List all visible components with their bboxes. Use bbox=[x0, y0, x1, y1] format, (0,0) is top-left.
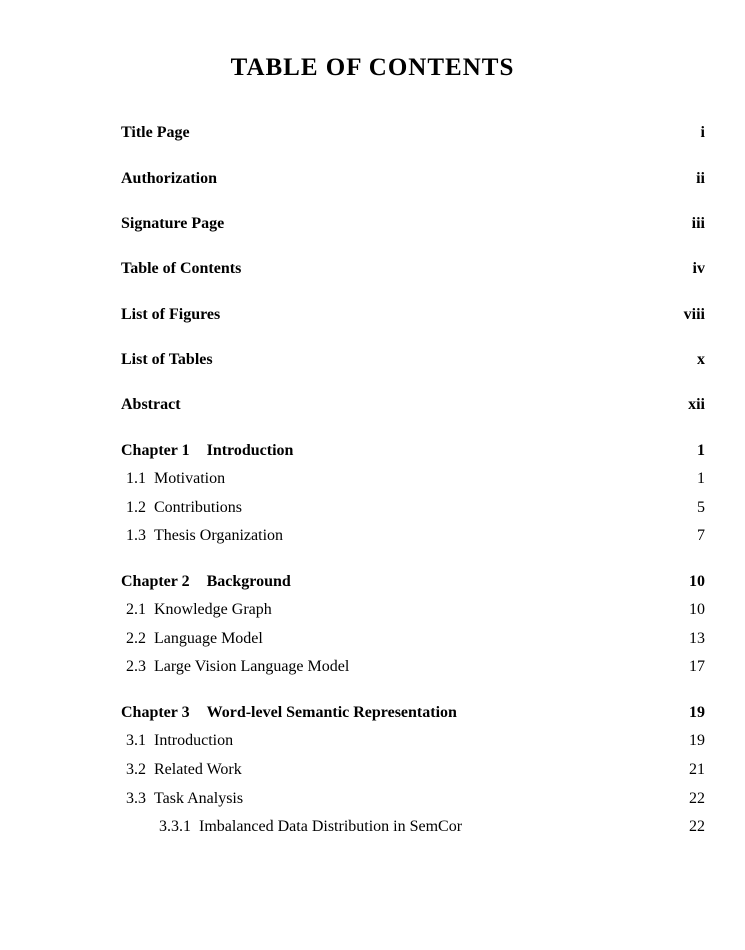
section-title: Related Work bbox=[154, 761, 242, 778]
toc-entry-page: 1 bbox=[697, 442, 705, 459]
toc-entry-table-of-contents[interactable] bbox=[121, 258, 705, 280]
section-title: Task Analysis bbox=[154, 790, 244, 807]
toc-entry-page: 13 bbox=[689, 630, 705, 647]
toc-entry-page: 22 bbox=[689, 790, 705, 807]
toc-chapter-3[interactable] bbox=[121, 702, 705, 724]
section-number: 1.3 bbox=[126, 527, 146, 544]
toc-entry-list-of-figures[interactable] bbox=[121, 304, 705, 326]
toc-entry-page: 19 bbox=[689, 704, 705, 721]
section-title: Large Vision Language Model bbox=[154, 658, 350, 675]
toc-entry-label: Signature Page bbox=[121, 215, 225, 232]
section-number: 3.3 bbox=[126, 790, 146, 807]
toc-entry-page: xii bbox=[688, 396, 705, 413]
toc-section-1-2[interactable] bbox=[121, 497, 705, 519]
toc-entry-page: i bbox=[700, 124, 705, 141]
toc-entry-authorization[interactable] bbox=[121, 168, 705, 190]
toc-entry-page: iv bbox=[692, 260, 705, 277]
section-title: Knowledge Graph bbox=[154, 601, 272, 618]
toc-section-2-2[interactable] bbox=[121, 628, 705, 650]
section-number: 3.1 bbox=[126, 732, 146, 749]
toc-entry-title-page[interactable] bbox=[121, 122, 705, 144]
toc-chapter-1[interactable] bbox=[121, 440, 705, 462]
toc-entry-page: iii bbox=[691, 215, 705, 232]
toc-entry-page: 5 bbox=[697, 499, 705, 516]
toc-entry-list-of-tables[interactable] bbox=[121, 349, 705, 371]
toc-subsection-3-3-1[interactable] bbox=[121, 816, 705, 838]
toc-entry-label: Title Page bbox=[121, 124, 190, 141]
section-title: Language Model bbox=[154, 630, 263, 647]
toc-section-2-1[interactable] bbox=[121, 599, 705, 621]
toc-entry-label: List of Figures bbox=[121, 306, 221, 323]
chapter-title: Introduction bbox=[206, 442, 294, 459]
toc-section-3-2[interactable] bbox=[121, 759, 705, 781]
toc-section-3-3[interactable] bbox=[121, 788, 705, 810]
subsection-number: 3.3.1 bbox=[159, 818, 191, 835]
toc-chapter-2[interactable] bbox=[121, 571, 705, 593]
toc-section-2-3[interactable] bbox=[121, 656, 705, 678]
subsection-title: Imbalanced Data Distribution in SemCor bbox=[199, 818, 463, 835]
toc-entry-page: viii bbox=[683, 306, 705, 323]
toc-entry-label: Abstract bbox=[121, 396, 181, 413]
toc-entry-page: x bbox=[697, 351, 705, 368]
section-number: 2.1 bbox=[126, 601, 146, 618]
toc-entry-page: 10 bbox=[689, 601, 705, 618]
chapter-title: Word-level Semantic Representation bbox=[206, 704, 457, 721]
section-number: 2.3 bbox=[126, 658, 146, 675]
toc-entry-abstract[interactable] bbox=[121, 394, 705, 416]
toc-entry-page: 17 bbox=[689, 658, 705, 675]
section-title: Contributions bbox=[154, 499, 243, 516]
toc-entry-page: 10 bbox=[689, 573, 705, 590]
toc-entry-label: List of Tables bbox=[121, 351, 213, 368]
toc-entry-page: 7 bbox=[697, 527, 705, 544]
toc-entry-label: Table of Contents bbox=[121, 260, 242, 277]
section-number: 1.2 bbox=[126, 499, 146, 516]
toc-entry-label: Authorization bbox=[121, 170, 217, 187]
section-number: 3.2 bbox=[126, 761, 146, 778]
section-title: Introduction bbox=[154, 732, 234, 749]
toc-entry-page: ii bbox=[696, 170, 705, 187]
chapter-number: Chapter 1 bbox=[121, 442, 190, 459]
chapter-number: Chapter 2 bbox=[121, 573, 190, 590]
toc-entry-page: 19 bbox=[689, 732, 705, 749]
page-title: TABLE OF CONTENTS bbox=[230, 54, 515, 81]
section-number: 1.1 bbox=[126, 470, 146, 487]
toc-section-1-3[interactable] bbox=[121, 525, 705, 547]
toc-entry-signature-page[interactable] bbox=[121, 213, 705, 235]
chapter-number: Chapter 3 bbox=[121, 704, 190, 721]
toc-entry-page: 21 bbox=[689, 761, 705, 778]
toc-section-1-1[interactable] bbox=[121, 468, 705, 490]
toc-entry-page: 1 bbox=[697, 470, 705, 487]
toc-section-3-1[interactable] bbox=[121, 730, 705, 752]
section-number: 2.2 bbox=[126, 630, 146, 647]
toc-entry-page: 22 bbox=[689, 818, 705, 835]
chapter-title: Background bbox=[206, 573, 291, 590]
section-title: Thesis Organization bbox=[154, 527, 284, 544]
section-title: Motivation bbox=[154, 470, 226, 487]
